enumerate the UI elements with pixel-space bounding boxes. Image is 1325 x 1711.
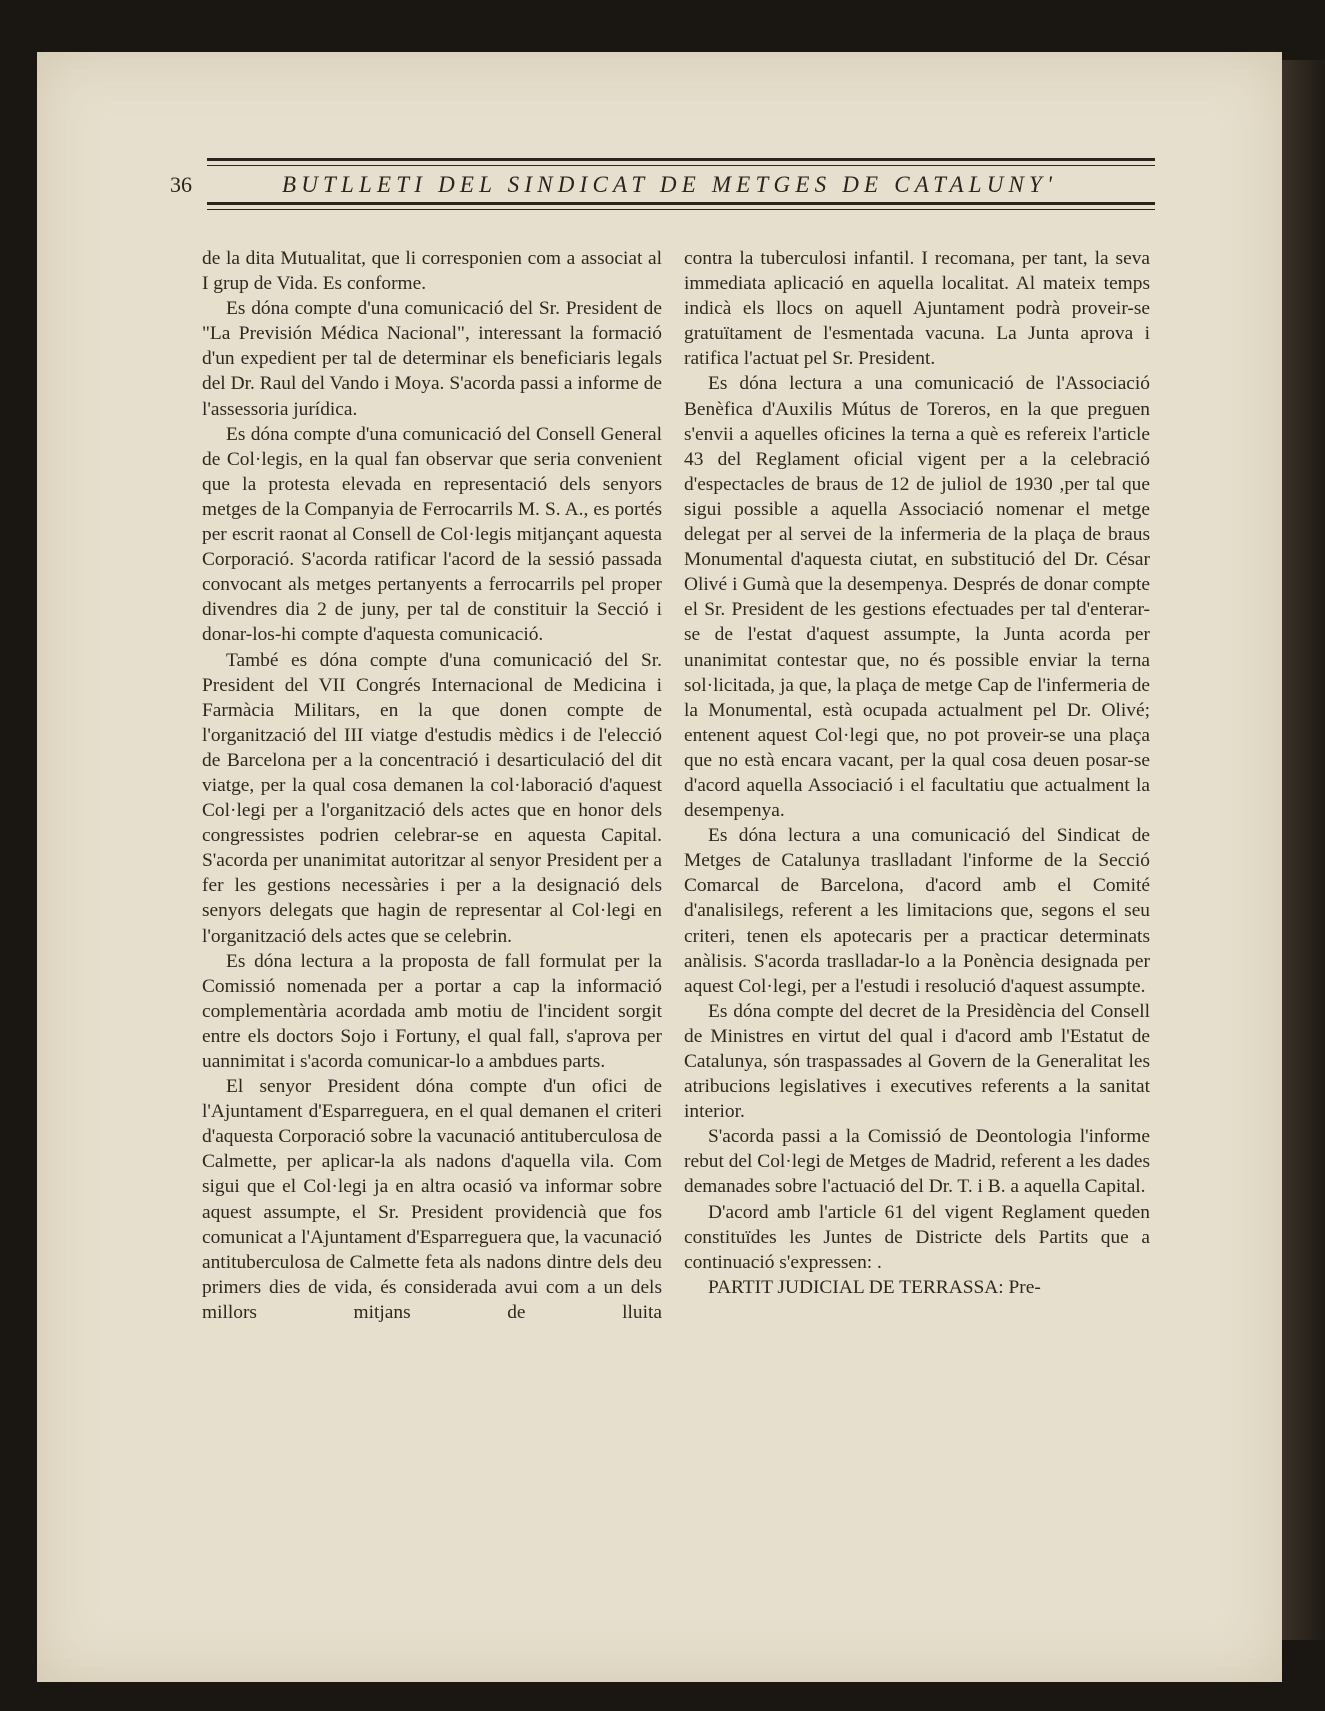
header-rule — [207, 165, 1155, 166]
header-rule — [207, 209, 1155, 210]
section-heading: PARTIT JUDICIAL DE TERRASSA: Pre- — [708, 1276, 1041, 1298]
paragraph: El senyor President dóna compte d'un ofici de l'Ajuntament d'Esparreguera, en el qual demanen el criteri d'aquesta Corporació sobre la vacunació antituberculosa de Calmette, per aplicar-la als nadons d'aquella vila. Com sigui que el Col·legi ja en altra ocasió va informar sobre aquest assumpte, el Sr. President providencià que fos comunicat a l'Ajuntament d'Esparreguera que, la vacunació antituberculosa de Calmette feta als nadons dintre dels deu primers dies de vida, és considerada avui com a un dels millors mitjans de lluita — [202, 1076, 662, 1323]
paragraph: Es dóna lectura a la proposta de fall formulat per la Comissió nomenada per a portar a cap la informació complementària acordada amb motiu de l'incident sorgit entre els doctors Sojo i Fortuny, el qual fall, s'aprova per uannimitat i s'acorda comunicar-lo a ambdues parts. — [202, 950, 662, 1072]
header-rule — [207, 202, 1155, 205]
adjacent-page-edge — [1282, 60, 1325, 1640]
right-column — [684, 246, 1150, 1300]
paragraph: S'acorda passi a la Comissió de Deontologia l'informe rebut del Col·legi de Metges de Madrid, referent a les dades demanades sobre l'actuació del Dr. T. i B. a aquella Capital. — [684, 1126, 1150, 1198]
paragraph: També es dóna compte d'una comunicació del Sr. President del VII Congrés Internacional de Medicina i Farmàcia Militars, en la que donen compte de l'organització del III viatge d'estudis mèdics i de l'elecció de Barcelona per a la concentració i desarticulació del dit viatge, per la qual cosa demanen la col·laboració d'aquest Col·legi per a l'organització dels actes que en honor dels congressistes podrien celebrar-se en aquesta Capital. S'acorda per unanimitat autoritzar al senyor President per a fer les gestions necessàries i per a la designació dels senyors delegats que hagin de representar al Col·legi en l'organització dels actes que se celebrin. — [202, 649, 662, 947]
paragraph: Es dóna compte del decret de la Presidència del Consell de Ministres en virtut del qual i d'acord amb l'Estatut de Catalunya, són traspassades al Govern de la Generalitat les atribucions legislatives i executives referents a la sanitat interior. — [684, 1000, 1150, 1123]
paragraph: Es dóna lectura a una comunicació de l'Associació Benèfica d'Auxilis Mútus de Toreros, en la que preguen s'envii a aquelles oficines la terna a què es refereix l'article 43 del Reglament oficial vigent per a la celebració d'espectacles de braus de 12 de juliol de 1930 ,per tal que sigui possible a aquella Associació nomenar el metge delegat per al servei de la infermeria de la plaça de braus Monumental d'aquesta ciutat, en substitució del Dr. César Olivé i Gumà que la desempenya. Després de donar compte el Sr. President de les gestions efectuades per tal d'enterar-se de l'estat d'aquest assumpte, la Junta acorda per unanimitat contestar que, no és possible enviar la terna sol·licitada, ja que, la plaça de metge Cap de l'infermeria de la Monumental, està ocupada actualment pel Dr. Olivé; entenent aquest Col·legi que, no pot proveir-se una plaça que no està encara vacant, per la qual cosa deuen posar-se d'acord aquella Associació i el facultatiu que actualment la desempenya. — [684, 373, 1150, 822]
header-rule — [207, 158, 1155, 161]
left-column — [202, 246, 662, 1325]
paragraph: Es dóna compte d'una comunicació del Sr. President de "La Previsión Médica Nacional", interessant la formació d'un expedient per tal de determinar els beneficiaris legals del Dr. Raul del Vando i Moya. S'acorda passi a informe de l'assessoria jurídica. — [202, 298, 662, 420]
paragraph: contra la tuberculosi infantil. I recomana, per tant, la seva immediata aplicació en aquella localitat. Al mateix temps indicà els llocs on aquell Ajuntament podrà proveir-se gratuïtament de l'esmentada vacuna. La Junta aprova i ratifica l'actuat pel Sr. President. — [684, 248, 1150, 370]
page-header — [170, 158, 1155, 220]
paragraph: de la dita Mutualitat, que li corresponien com a associat al I grup de Vida. Es conforme. — [202, 248, 662, 295]
paragraph: Es dóna lectura a una comunicació del Sindicat de Metges de Catalunya traslladant l'informe de la Secció Comarcal de Barcelona, d'acord amb el Comité d'analisilegs, referent a les limitacions que, segons el seu criteri, tenen els apotecaris per a practicar determinats anàlisis. S'acorda traslladar-lo a la Ponència designada per aquest Col·legi, per a l'estudi i resolució d'aquest assumpte. — [684, 825, 1150, 997]
running-title: BUTLLETI DEL SINDICAT DE METGES DE CATALUNY' — [282, 172, 1058, 197]
page-number: 36 — [170, 172, 192, 197]
paragraph: D'acord amb l'article 61 del vigent Reglament queden constituïdes les Juntes de Districte dels Partits que a continuació s'expressen: . — [684, 1201, 1150, 1273]
paragraph: Es dóna compte d'una comunicació del Consell General de Col·legis, en la qual fan observar que seria convenient que la protesta elevada en representació dels senyors metges de la Companyia de Ferrocarrils M. S. A., es portés per escrit raonat al Consell de Col·legis mitjançant aquesta Corporació. S'acorda ratificar l'acord de la sessió passada convocant als metges pertanyents a ferrocarrils pel proper divendres dia 2 de juny, per tal de constituir la Secció i donar-los-hi compte d'aquesta comunicació. — [202, 423, 662, 646]
